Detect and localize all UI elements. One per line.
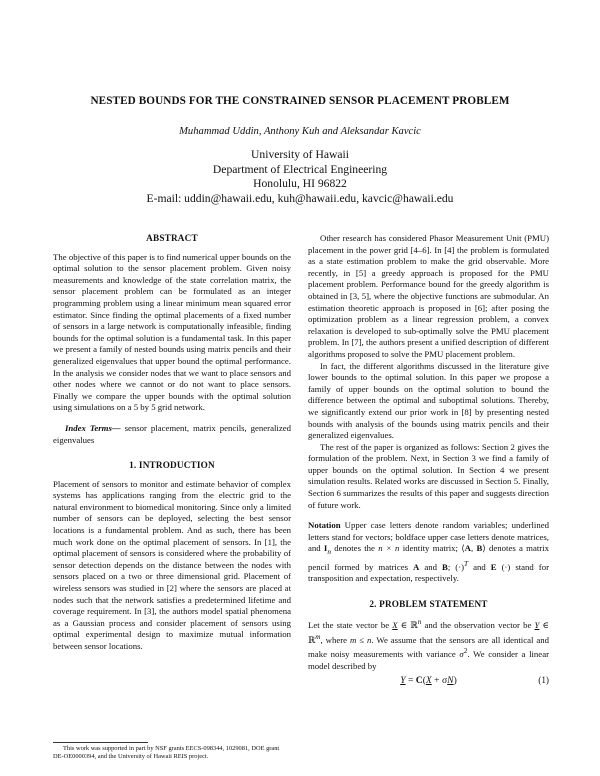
paper-title: NESTED BOUNDS FOR THE CONSTRAINED SENSOR PLACEMENT PROBLEM [90,95,510,107]
notation-label: Notation [308,520,341,531]
eq-paren: ) [453,674,457,686]
pencil-comma: , [471,543,477,554]
notation-text: denotes the [330,543,379,554]
eq-matrix-c: C [415,674,423,686]
problem-text: ∈ ℝ [308,620,550,645]
affiliation-university: University of Hawaii [251,148,349,161]
problem-statement-paragraph [308,617,549,672]
notation-text: and [468,561,491,572]
transpose-superscript: T [464,559,469,568]
problem-text: and the observation vector be [421,620,535,631]
observation-vector: Y [534,620,540,631]
state-vector: X [392,620,398,631]
index-terms-label: Index Terms— [65,422,121,433]
affiliation-email: E-mail: uddin@hawaii.edu, kuh@hawaii.edu, kavcic@hawaii.edu [146,191,454,205]
pencil-matrix-a: A [464,543,471,554]
index-terms [53,423,291,446]
identity-symbol: I [323,543,328,554]
notation-text: denotes a matrix pencil formed by matrices [308,543,550,572]
pencil-matrix-b: B [476,543,483,554]
problem-text: . We assume that the sensors are all identical and make noisy measurements with variance [308,634,549,660]
noise-sigma: σ [459,649,464,660]
observation-dimension: m [315,632,321,641]
problem-text: . We consider a linear model described by [308,649,549,671]
matrix-b: B [442,561,448,572]
footnote: This work was supported in part by NSF grants EECS-098344, 1029081, DOE grant DE-OE0000394, and the University of Hawaii REIS project. [53,745,280,760]
dimension-relation: m ≤ n [350,634,372,645]
identity-subscript: n [327,548,331,557]
introduction-paragraph-3: In fact, the different algorithms discussed in the literature give lower bounds to the optimal solution. In this paper we propose a family of upper bounds on the optimal solution to bound the difference between the optimal and suboptimal solutions. Thereby, we significantly extend our prior work in [8] by presenting nested bounds with analysis of the bounds using matrix pencils and their generalized eigenvalues. [308,360,549,441]
notation-text: ; [447,561,456,572]
paper-authors: Muhammad Uddin, Anthony Kuh and Aleksandar Kavcic [179,126,421,137]
notation-paragraph [308,520,549,585]
notation-text: Upper case letters denote random variables; underlined letters stand for vectors; boldface upper case letters denote matrices, and [308,520,549,554]
matrix-a: A [413,561,420,572]
identity-size: n × n [378,543,400,554]
abstract-text: The objective of this paper is to find numerical upper bounds on the optimal solution to the sensor placement problem. Given noisy measurements and knowledge of the state correlation matrix, the sensor placement problem can be formulated as an integer programming problem using a linear minimum mean squared error estimator. Since finding the optimal placements of a fixed number of sensors in a large network is computationally infeasible, finding bounds for the optimal solution is a fundamental task. In this paper we present a family of nested bounds using matrix pencils and their generalized eigenvalues that upper bound the optimal performance. In the analysis we consider nodes that we want to place sensors and other nodes where we cannot or do not want to place sensors. Finally we compare the upper bounds with the optimal solution using simulations on a 5 by 5 grid network. [53,251,291,413]
eq-equals: = [405,674,416,686]
introduction-heading: 1. INTRODUCTION [129,460,215,471]
problem-statement-heading: 2. PROBLEM STATEMENT [369,598,488,609]
state-dimension: n [417,618,422,627]
pencil-bracket: ⟨ [461,543,465,554]
footnote-rule [53,742,148,743]
notation-text: stand for transposition and expectation, respectively. [308,561,549,584]
expectation-argument: (·) [496,561,511,572]
eq-observation: Y [400,674,406,686]
eq-plus-sigma: + σ [431,674,448,686]
problem-text: Let the state vector be [308,620,393,631]
transpose-operator: (·) [455,561,465,572]
affiliation-department: Department of Electrical Engineering [212,162,388,176]
index-terms-text: sensor placement, matrix pencils, generalized eigenvalues [53,422,291,445]
eq-paren: ( [422,674,426,686]
equation-body [308,675,549,687]
introduction-paragraph-1: Placement of sensors to monitor and estimate behavior of complex systems has applications ranging from the electric grid to the natural environment to biomedical monitoring. Since only a limited number of sensors can be deployed, selecting the best sensor locations is a fundamental problem. And as such, there has been much work done on the optimal placement of sensors. In [1], the optimal placement of sensors is considered where the probability of sensor detection depends on the distance between the nodes with sensors placed on a two or three dimensional grid. Placement of wireless sensors was studied in [2] where the sensors are placed at nodes such that the network satisfies a predetermined lifetime and coverage requirement. In [3], the authors model spatial phenomena as a Gaussian process and consider placement of sensors using optimal experimental design to maximize mutual information between sensor locations. [53,478,291,651]
abstract-heading: ABSTRACT [146,233,198,243]
introduction-paragraph-2: Other research has considered Phasor Measurement Unit (PMU) placement in the power grid [4–6]. In [4] the problem is formulated as a state estimation problem to make the grid observable. More recently, in [5] a greedy approach is proposed for the PMU placement problem. Performance bound for the greedy algorithm is obtained in [3, 5], where the objective functions are submodular. An estimation theoretic approach is proposed in [6]; after posing the optimization problem as a linear regression problem, a convex relaxation is developed to sub-optimally solve the PMU placement problem. In [7], the authors present a unified description of different algorithms proposed to solve the PMU placement problem. [308,233,549,359]
introduction-paragraph-4: The rest of the paper is organized as follows: Section 2 gives the formulation of the problem. Next, in Section 3 we find a family of upper bounds on the optimal solution. In Section 4 we present simulation results. Related works are discussed in Section 5. Finally, Section 6 summarizes the results of this paper and suggests direction of future work. [308,441,549,510]
notation-text: identity matrix; [399,543,462,554]
affiliation-address: Honolulu, HI 96822 [253,177,347,191]
problem-text: , where [320,634,351,645]
problem-text: ∈ ℝ [397,620,418,631]
eq-state: X [425,674,432,686]
equation-1 [308,675,549,688]
notation-text: and [419,561,442,572]
right-column [308,233,549,688]
expectation-operator: E [490,561,497,572]
eq-noise: N [447,674,454,686]
noise-sigma-exponent: 2 [463,647,468,656]
affiliation-block [0,148,600,206]
left-column [53,233,291,653]
equation-number: (1) [538,674,549,685]
pencil-bracket: ⟩ [482,543,486,554]
